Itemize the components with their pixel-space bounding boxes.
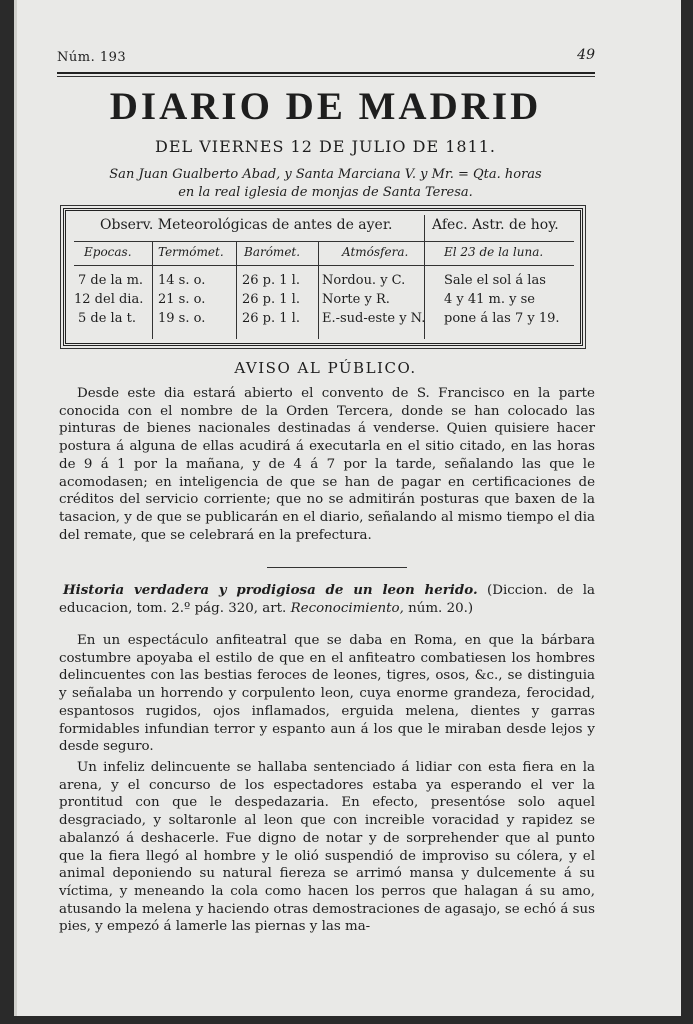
page-folio: 49 [577, 47, 595, 63]
historia-title-line [59, 582, 595, 617]
saints-of-day [53, 166, 598, 202]
historia-source-c: núm. 20.) [408, 600, 474, 616]
saints-line-2: en la real iglesia de monjas de Santa Teresa. [178, 185, 473, 200]
table-cell: 4 y 41 m. y se [444, 292, 535, 307]
table-rule [74, 241, 574, 242]
table-cell: Norte y R. [322, 292, 390, 307]
historia-paragraph-1: En un espectáculo anfiteatral que se daba en Roma, en que la bárbara costumbre apoyaba el estilo de que en el anfiteatro combatiesen los hombres delincuentes con las bestias feroces de leones, tigres, osos, &c., se distinguia y señalaba un horrendo y corpulento leon, cuya enorme grandeza, ferocidad, espantosos rugidos, ojos inflamados, erguida melena, dientes y garras formidables infundian terror y espanto aun á los que le miraban desde lejos y desde seguro. [59, 633, 595, 755]
header-rule-thin [57, 76, 595, 77]
table-cell: 26 p. 1 l. [242, 273, 300, 288]
newspaper-page [14, 0, 681, 1016]
historia-title: Historia verdadera y prodigiosa de un leon herido. [63, 582, 478, 598]
table-cell: 26 p. 1 l. [242, 311, 300, 326]
table-cell: 5 de la t. [78, 311, 136, 326]
table-cell: 21 s. o. [158, 292, 206, 307]
table-cell: E.-sud-este y N. [322, 311, 426, 326]
table-cell: 7 de la m. [78, 273, 144, 288]
table-divider [318, 241, 319, 339]
historia-source-a: (Diccion. de la educacion, tom. 2.º pág. 320, art. [59, 583, 595, 616]
table-rule [74, 265, 574, 266]
issue-number: Núm. 193 [57, 50, 127, 65]
table-cell: Nordou. y C. [322, 273, 406, 288]
historia-source-b: Reconocimiento, [290, 600, 404, 616]
issue-date: DEL VIERNES 12 DE JULIO DE 1811. [154, 137, 497, 156]
weather-table [63, 208, 583, 346]
table-divider [152, 241, 153, 339]
col-atmosfera: Atmósfera. [342, 245, 409, 259]
col-luna: El 23 de la luna. [444, 245, 544, 259]
aviso-heading: AVISO AL PÚBLICO. [234, 359, 417, 377]
masthead-title: DIARIO DE MADRID [109, 85, 542, 128]
col-termometro: Termómet. [158, 245, 224, 259]
col-epocas: Epocas. [84, 245, 132, 259]
table-cell: 19 s. o. [158, 311, 206, 326]
table-cell: 14 s. o. [158, 273, 206, 288]
table-divider [236, 241, 237, 339]
astro-table-title: Afec. Astr. de hoy. [432, 217, 559, 233]
aviso-paragraph: Desde este dia estará abierto el convento de S. Francisco en la parte conocida con el nombre de la Orden Tercera, donde se han colocado las pinturas de bienes nacionales destinadas á venderse. Quien quisiere hacer postura á alguna de ellas acudirá á executarla en el sitio citado, en las horas de 9 á 1 por la mañana, y de 4 á 7 por la tarde, señalando las que le acomodasen; en inteligencia de que se han de pagar en certificaciones de créditos del servicio corriente; que no se admitirán posturas que baxen de la tasacion, y de que se publicarán en el diario, señalando al mismo tiempo el dia del remate, que se celebrará en la prefectura. [59, 386, 595, 543]
saints-line-1: San Juan Gualberto Abad, y Santa Marciana V. y Mr. = Qta. horas [109, 167, 542, 182]
table-cell: pone á las 7 y 19. [444, 311, 560, 326]
table-cell: 26 p. 1 l. [242, 292, 300, 307]
section-rule [267, 567, 407, 568]
historia-paragraph-2: Un infeliz delincuente se hallaba sentenciado á lidiar con esta fiera en la arena, y el concurso de los espectadores estaba ya esperando el ver la prontitud con que le despedazaria. En efecto, presentóse solo aquel desgraciado, y soltaronle al leon que con increible voracidad y rapidez se abalanzó á deshacerle. Fue digno de notar y de sorprehender que al punto que la fiera llegó al hombre y le olió suspendió de improviso su cólera, y el animal deponiendo su natural fiereza se arrimó mansa y dulcemente á su víctima, y meneando la cola como hacen los perros que halagan á su amo, atusando la melena y haciendo otras demostraciones de agasajo, se echó á sus pies, y empezó á lamerle las piernas y las ma- [59, 760, 595, 935]
weather-table-title: Observ. Meteorológicas de antes de ayer. [100, 217, 393, 233]
col-barometro: Barómet. [244, 245, 301, 259]
table-cell: 12 del dia. [74, 292, 144, 307]
table-cell: Sale el sol á las [444, 273, 546, 288]
header-rule [57, 72, 595, 74]
